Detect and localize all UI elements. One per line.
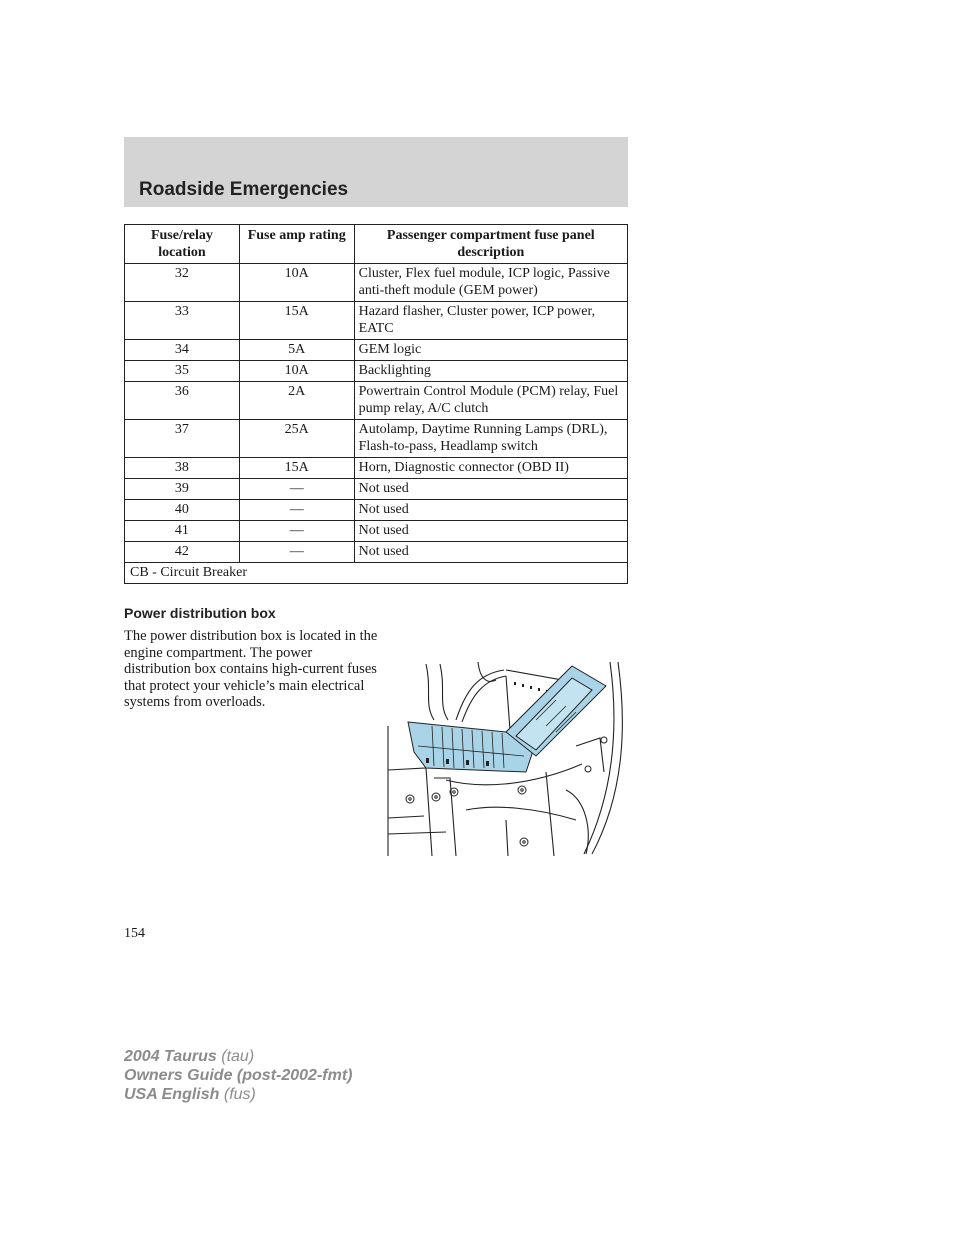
cell-rating: 25A	[239, 420, 354, 458]
table-row	[125, 479, 628, 500]
cell-rating: 10A	[239, 264, 354, 302]
cell-location: 33	[125, 302, 240, 340]
footer-language-name: USA English	[124, 1086, 220, 1103]
footer-model-name: 2004 Taurus	[124, 1048, 217, 1065]
body-paragraph: The power distribution box is located in the engine compartment. The power distribution box contains high-current fuses that protect your vehicle’s main electrical systems from overloads.	[124, 628, 378, 711]
table-row	[125, 521, 628, 542]
cell-rating: 15A	[239, 458, 354, 479]
footer-line-model	[124, 1047, 352, 1066]
cell-description: Horn, Diagnostic connector (OBD II)	[354, 458, 627, 479]
cell-rating: —	[239, 542, 354, 563]
footer-guide-name: Owners Guide (post-2002-fmt)	[124, 1067, 353, 1084]
table-footnote-row	[125, 563, 628, 584]
cell-rating: —	[239, 521, 354, 542]
cell-location: 38	[125, 458, 240, 479]
cell-description: Powertrain Control Module (PCM) relay, Fuel pump relay, A/C clutch	[354, 382, 627, 420]
table-row	[125, 542, 628, 563]
table-footnote: CB - Circuit Breaker	[125, 563, 628, 584]
cell-description: Autolamp, Daytime Running Lamps (DRL), Flash-to-pass, Headlamp switch	[354, 420, 627, 458]
cell-location: 40	[125, 500, 240, 521]
cell-location: 39	[125, 479, 240, 500]
cell-location: 42	[125, 542, 240, 563]
section-header-band	[124, 137, 628, 207]
table-row	[125, 382, 628, 420]
footer-line-language	[124, 1085, 352, 1104]
document-footer	[124, 1047, 352, 1104]
footer-language-code: (fus)	[223, 1086, 256, 1103]
fuse-table-body	[125, 264, 628, 563]
cell-description: Backlighting	[354, 361, 627, 382]
cell-description: Not used	[354, 479, 627, 500]
cell-location: 41	[125, 521, 240, 542]
section-title: Roadside Emergencies	[139, 179, 349, 200]
cell-location: 34	[125, 340, 240, 361]
cell-rating: 5A	[239, 340, 354, 361]
cell-rating: 2A	[239, 382, 354, 420]
table-header-row	[125, 225, 628, 264]
table-row	[125, 302, 628, 340]
cell-description: GEM logic	[354, 340, 627, 361]
cell-location: 37	[125, 420, 240, 458]
table-row	[125, 361, 628, 382]
table-row	[125, 458, 628, 479]
table-row	[125, 420, 628, 458]
cell-location: 36	[125, 382, 240, 420]
cell-description: Not used	[354, 542, 627, 563]
cell-rating: —	[239, 479, 354, 500]
footer-line-guide	[124, 1066, 352, 1085]
subsection-heading: Power distribution box	[124, 605, 276, 621]
table-row	[125, 340, 628, 361]
cell-description: Not used	[354, 500, 627, 521]
table-row	[125, 500, 628, 521]
cell-rating: —	[239, 500, 354, 521]
cell-description: Not used	[354, 521, 627, 542]
fuse-table	[124, 224, 628, 584]
column-header-rating: Fuse amp rating	[239, 225, 354, 264]
cell-description: Hazard flasher, Cluster power, ICP power, EATC	[354, 302, 627, 340]
cell-description: Cluster, Flex fuel module, ICP logic, Passive anti-theft module (GEM power)	[354, 264, 627, 302]
cell-location: 32	[125, 264, 240, 302]
column-header-location: Fuse/relay location	[125, 225, 240, 264]
column-header-description: Passenger compartment fuse panel description	[354, 225, 627, 264]
cell-location: 35	[125, 361, 240, 382]
table-row	[125, 264, 628, 302]
cell-rating: 10A	[239, 361, 354, 382]
footer-model-code: (tau)	[221, 1048, 255, 1065]
page-number: 154	[124, 926, 145, 941]
cell-rating: 15A	[239, 302, 354, 340]
power-distribution-box-illustration	[386, 660, 630, 856]
